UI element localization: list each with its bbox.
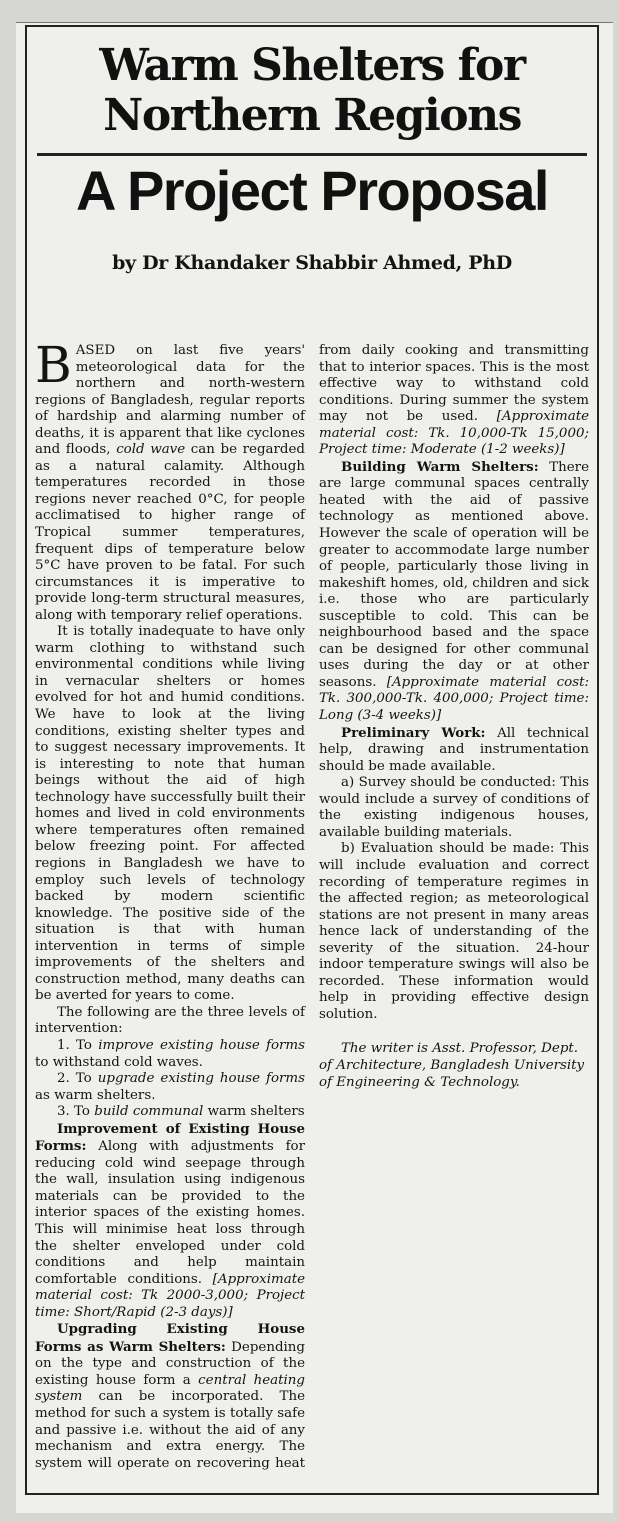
section-heading: Improvement of Existing House Forms: xyxy=(35,1120,305,1155)
paragraph-evaluation: b) Evaluation should be made: This will include evaluation and correct recording of temperature regimes in the affected region; as meteorological stations are not present in many areas hence lack of understanding of the severity of the situation. 24-hour indoor temperature swings will also be recorded. These information would help in providing effective design solution. xyxy=(319,841,589,1022)
author-note: The writer is Asst. Professor, Dept. of Architecture, Bangladesh University of Engineering & Technology. xyxy=(319,1041,585,1090)
section-upgrading: Upgrading Existing House Forms as Warm Shelters: Depending on the type and construction of the existing house form a central heating system can be incorporated. The method for such a system is totally safe and passive i.e. without the aid of any mechanism and extra energy. The system will operate on recovering heat from daily cooking and transmitting that to interior spaces. This is the most effective way to withstand cold conditions. During summer the system may not be used. [Approximate material cost: Tk. 10,000-Tk 15,000; Project time: Moderate (1-2 weeks)] xyxy=(35,343,589,1471)
paragraph-intro: BASED on last five years' meteorological data for the northern and north-western regions of Bangladesh, regular reports of hardship and alarming number of deaths, it is apparent that like cyclones and floods, cold wave can be regarded as a natural calamity. Although temperatures recorded in those regions never reached 0°C, for people acclimatised to higher range of Tropical summer temperatures, frequent dips of temperature below 5°C have proven to be fatal. For such circumstances it is imperative to provide long-term structural measures, along with temporary relief operations. xyxy=(35,336,305,623)
paragraph-3: The following are the three levels of intervention: xyxy=(35,1004,305,1037)
byline: by Dr Khandaker Shabbir Ahmed, PhD xyxy=(112,252,512,274)
list-item: 2. To upgrade existing house forms as warm shelters. xyxy=(35,1071,305,1103)
list-item: 1. To improve existing house forms to withstand cold waves. xyxy=(35,1037,305,1070)
section-improvement: Improvement of Existing House Forms: Along with adjustments for reducing cold wind seepage through the wall, insulation using indigenous materials can be provided to the interior spaces of the existing homes. This will minimise heat loss through the shelter enveloped under cold conditions and help maintain comfortable conditions. [Approximate material cost: Tk 2000-3,000; Project time: Short/Rapid (2-3 days)] xyxy=(35,1120,305,1320)
paragraph-survey: a) Survey should be conducted: This would include a survey of conditions of the existing indigenous houses, available building materials. xyxy=(319,775,589,840)
section-preliminary: Preliminary Work: All technical help, drawing and instrumentation should be made available. xyxy=(319,724,590,774)
list-item: 3. To build communal warm shelters xyxy=(57,1104,305,1120)
article-body xyxy=(35,336,590,1475)
subheadline: A Project Proposal xyxy=(76,159,548,222)
article-frame xyxy=(25,25,599,1495)
section-heading: Building Warm Shelters: xyxy=(341,458,539,475)
section-heading: Upgrading Existing House Forms as Warm Shelters: xyxy=(35,1321,305,1355)
paragraph-2: It is totally inadequate to have only warm clothing to withstand such environmental conditions while living in vernacular shelters or homes evolved for hot and humid conditions. We have to look at the living conditions, existing shelter types and to suggest necessary improvements. It is interesting to note that human beings without the aid of high technology have successfully built their homes and lived in cold environments where temperatures often remained below freezing point. For affected regions in Bangladesh we have to employ such levels of technology backed by modern scientific knowledge. The positive side of the situation is that with human intervention in terms of simple improvements of the shelters and construction method, many deaths can be averted for years to come. xyxy=(35,624,305,1004)
drop-cap: B xyxy=(35,336,72,394)
section-building: Building Warm Shelters: There are large communal spaces centrally heated with the aid of passive technology as mentioned above. However the scale of operation will be greater to accommodate large number of people, particularly those living in makeshift homes, old, children and sick i.e. those who are particularly susceptible to cold. This can be neighbourhood based and the space can be designed for other communal uses during the day or at other seasons. [Approximate material cost: Tk. 300,000-Tk. 400,000; Project time: Long (3-4 weeks)] xyxy=(319,458,589,724)
headline: Warm Shelters for Northern Regions xyxy=(99,40,525,141)
section-heading: Preliminary Work: xyxy=(341,724,486,741)
